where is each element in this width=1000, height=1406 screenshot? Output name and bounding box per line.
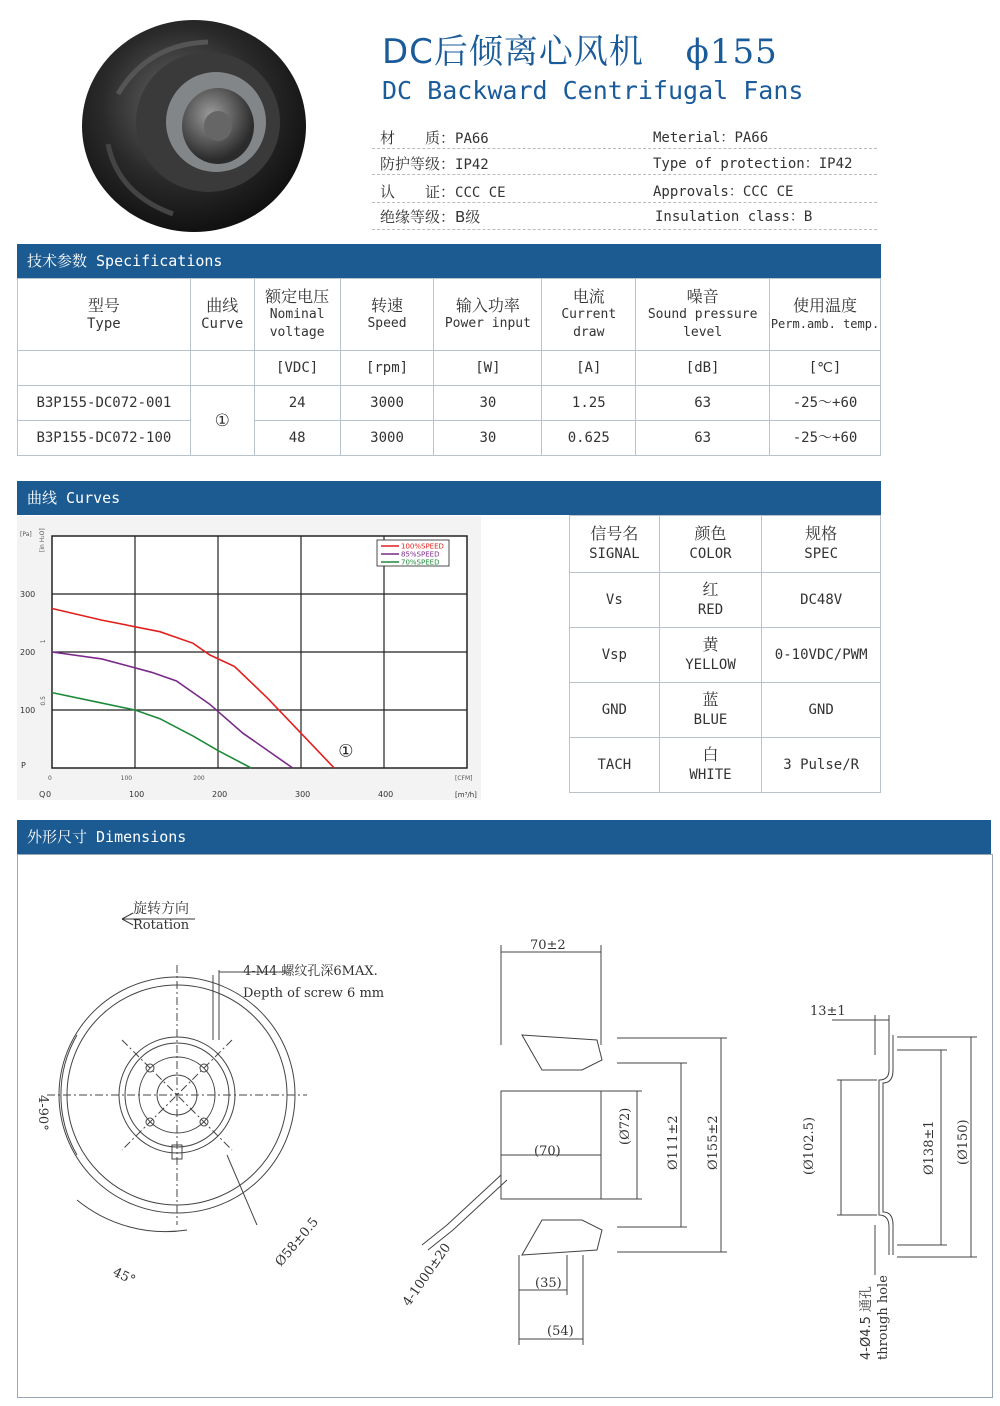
inh2o-tick-label: 0.5 bbox=[40, 696, 47, 706]
d35-label: (35) bbox=[535, 1276, 562, 1291]
page-subtitle: DC Backward Centrifugal Fans bbox=[382, 76, 804, 105]
divider bbox=[372, 229, 877, 230]
col-noise: 噪音 Sound pressure level bbox=[636, 279, 770, 351]
d155-label: Ø155±2 bbox=[706, 1115, 721, 1170]
hole-en: through hole bbox=[876, 1275, 891, 1360]
screw-cn: 4-M4 螺纹孔深6MAX. bbox=[243, 964, 378, 979]
d111-label: Ø111±2 bbox=[666, 1115, 681, 1170]
table-row: Vsp 黄 YELLOW 0-10VDC/PWM bbox=[570, 628, 881, 683]
spec-table bbox=[17, 278, 881, 456]
col-voltage: 额定电压 Nominal voltage bbox=[254, 279, 340, 351]
section-dimensions-header: 外形尺寸 Dimensions bbox=[17, 820, 991, 854]
page-title bbox=[382, 24, 778, 73]
front-view bbox=[47, 965, 307, 1232]
d102-label: (Ø102.5) bbox=[802, 1116, 817, 1175]
x-tick-label: 300 bbox=[295, 790, 311, 799]
d138-label: Ø138±1 bbox=[922, 1120, 937, 1175]
d72-label: (Ø72) bbox=[618, 1107, 633, 1145]
x-tick-label: 400 bbox=[378, 790, 394, 799]
fan-photo bbox=[78, 14, 308, 236]
prop-protection-cn: 防护等级：IP42 bbox=[380, 155, 489, 173]
prop-insulation-en: Insulation class：B bbox=[655, 209, 813, 225]
table-row: B3P155-DC072-001 ① 24 3000 30 1.25 63 -25～+60 bbox=[18, 386, 881, 421]
col-curve: 曲线 Curve bbox=[190, 279, 254, 351]
divider bbox=[372, 202, 877, 203]
y-axis-unit-right: [in H₂O] bbox=[39, 528, 46, 552]
table-row: B3P155-DC072-100 48 3000 30 0.625 63 -25～+60 bbox=[18, 421, 881, 456]
d58-label: Ø58±0.5 bbox=[272, 1214, 322, 1270]
rotation-cn: 旋转方向 bbox=[133, 901, 189, 917]
y-axis-unit: [Pa] bbox=[20, 531, 32, 538]
d70-label: (70) bbox=[534, 1144, 561, 1159]
cfm-tick-label: 100 bbox=[120, 775, 133, 782]
legend-label: 70%SPEED bbox=[401, 558, 440, 567]
y-tick-label: 300 bbox=[20, 590, 36, 599]
prop-protection-en: Type of protection：IP42 bbox=[653, 156, 853, 172]
divider bbox=[372, 174, 877, 175]
side-view bbox=[422, 945, 727, 1345]
section-curves-header: 曲线 Curves bbox=[17, 481, 881, 515]
dimension-drawing bbox=[17, 855, 991, 1395]
prop-insulation-cn: 绝缘等级：B级 bbox=[380, 208, 481, 226]
angle-90-label: 4-90° bbox=[35, 1095, 50, 1131]
angle-45-label: 45° bbox=[110, 1265, 138, 1289]
col-temp: 使用温度 Perm.amb. temp. bbox=[770, 279, 881, 351]
spec-header-row bbox=[18, 279, 881, 351]
curve-mark: ① bbox=[190, 386, 254, 456]
col-type: 型号 Type bbox=[18, 279, 191, 351]
inh2o-tick-label: 1 bbox=[40, 639, 47, 644]
hole-cn: 4-Ø4.5 通孔 bbox=[859, 1285, 874, 1360]
x-axis-unit-top: [CFM] bbox=[455, 775, 473, 782]
y-tick-label: 200 bbox=[20, 648, 36, 657]
prop-material-en: Meterial：PA66 bbox=[653, 130, 769, 146]
section-specs-header: 技术参数 Specifications bbox=[17, 244, 881, 278]
x-tick-label: 0 bbox=[46, 790, 52, 799]
y-tick-label: 100 bbox=[20, 706, 36, 715]
fan-curve-chart bbox=[17, 516, 481, 800]
table-row: TACH 白 WHITE 3 Pulse/R bbox=[570, 738, 881, 793]
cfm-tick-label: 200 bbox=[193, 775, 205, 782]
signal-header-row: 信号名 SIGNAL 颜色 COLOR 规格 SPEC bbox=[570, 516, 881, 573]
divider bbox=[372, 148, 877, 149]
title-size: ϕ155 bbox=[685, 32, 778, 72]
d54-label: (54) bbox=[547, 1324, 574, 1339]
x-tick-label: 100 bbox=[129, 790, 145, 799]
spec-unit-row: [VDC] [rpm] [W] [A] [dB] [℃] bbox=[18, 351, 881, 386]
col-current: 电流 Current draw bbox=[542, 279, 636, 351]
x-axis-unit: [m³/h] bbox=[455, 791, 477, 799]
table-row: Vs 红 RED DC48V bbox=[570, 573, 881, 628]
prop-approvals-cn: 认 证：CCC CE bbox=[380, 183, 506, 201]
legend-label: 100%SPEED bbox=[401, 542, 444, 551]
cable-label: 4-1000±20 bbox=[399, 1240, 455, 1310]
prop-approvals-en: Approvals：CCC CE bbox=[653, 184, 794, 200]
table-row: GND 蓝 BLUE GND bbox=[570, 683, 881, 738]
screw-en: Depth of screw 6 mm bbox=[243, 986, 385, 1001]
y-axis-letter: P bbox=[21, 761, 26, 770]
col-speed: 转速 Speed bbox=[340, 279, 434, 351]
rotation-indicator bbox=[122, 901, 195, 933]
col-power: 输入功率 Power input bbox=[434, 279, 542, 351]
rotation-en: Rotation bbox=[133, 918, 190, 933]
signal-table bbox=[569, 515, 881, 793]
x-axis-letter: Q bbox=[39, 790, 46, 799]
prop-material-cn: 材 质：PA66 bbox=[380, 129, 489, 147]
cfm-tick-label: 0 bbox=[48, 775, 52, 782]
w70-label: 70±2 bbox=[530, 938, 566, 953]
d150-label: (Ø150) bbox=[956, 1119, 971, 1165]
x-tick-label: 200 bbox=[212, 790, 228, 799]
title-cn: DC后倾离心风机 bbox=[382, 32, 644, 72]
curve-marker: ① bbox=[338, 741, 354, 762]
legend-label: 85%SPEED bbox=[401, 550, 440, 559]
w13-label: 13±1 bbox=[810, 1004, 846, 1019]
